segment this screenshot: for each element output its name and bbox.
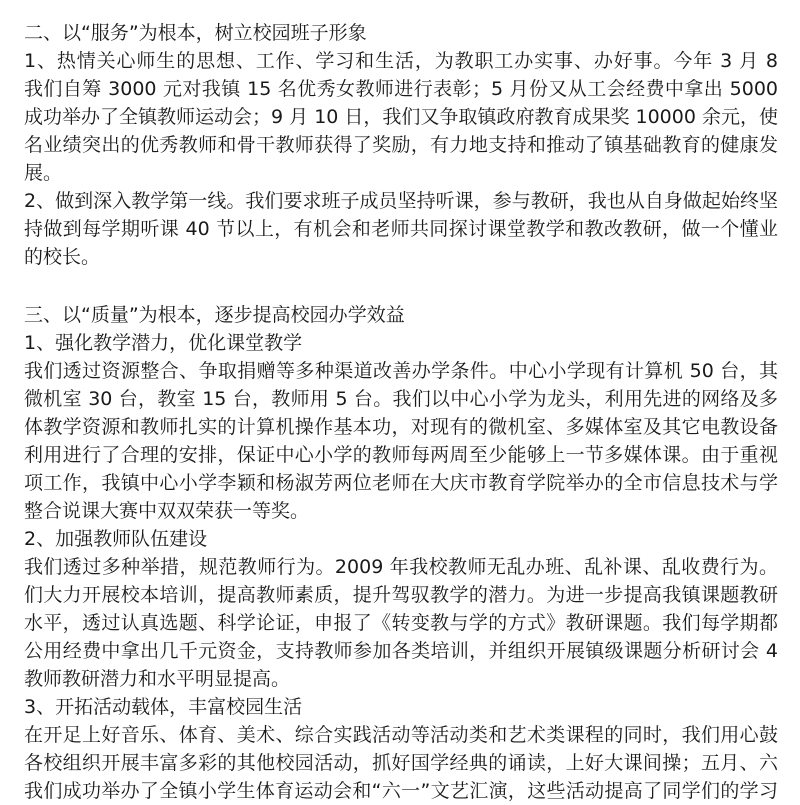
- text-line: 展。: [24, 162, 63, 184]
- text-line: 1、强化教学潜力，优化课堂教学: [24, 332, 303, 354]
- text-line: 教师教研潜力和水平明显提高。: [24, 668, 291, 690]
- text-line: 在开足上好音乐、体育、美术、综合实践活动等活动类和艺术类课程的同时，我们用心鼓: [24, 724, 778, 746]
- blank-line: [24, 271, 778, 301]
- text-line: 利用进行了合理的安排，保证中心小学的教师每两周至少能够上一节多媒体课。由于重视: [24, 444, 778, 466]
- text-line: 2、加强教师队伍建设: [24, 528, 208, 550]
- text-line: 项工作，我镇中心小学李颖和杨淑芳两位老师在大庆市教育学院举办的全市信息技术与学: [24, 472, 778, 494]
- text-line: 成功举办了全镇教师运动会；9 月 10 日，我们又争取镇政府教育成果奖 10000 余元，使: [24, 106, 778, 128]
- text-line: 名业绩突出的优秀教师和骨干教师获得了奖励，有力地支持和推动了镇基础教育的健康发: [24, 134, 778, 156]
- text-line: 公用经费中拿出几千元资金，支持教师参加各类培训，并组织开展镇级课题分析研讨会 4: [24, 640, 778, 662]
- text-line: 我们透过资源整合、争取捐赠等多种渠道改善办学条件。中心小学现有计算机 50 台，其: [24, 360, 778, 382]
- text-line: 我们透过多种举措，规范教师行为。2009 年我校教师无乱办班、乱补课、乱收费行为。: [24, 556, 778, 578]
- text-line: 三、以“质量”为根本，逐步提高校园办学效益: [24, 304, 405, 326]
- text-line: 3、开拓活动载体，丰富校园生活: [24, 696, 303, 718]
- text-line: 各校组织开展丰富多彩的其他校园活动，抓好国学经典的诵读，上好大课间操；五月、六: [24, 752, 778, 774]
- document-body: [24, 19, 778, 805]
- text-line: 整合说课大赛中双双荣获一等奖。: [24, 500, 310, 522]
- text-line: 二、以“服务”为根本，树立校园班子形象: [24, 22, 367, 44]
- text-line: 2、做到深入教学第一线。我们要求班子成员坚持听课，参与教研，我也从自身做起始终坚: [24, 190, 778, 212]
- text-line: 体教学资源和教师扎实的计算机操作基本功，对现有的微机室、多媒体室及其它电教设备: [24, 416, 778, 438]
- text-line: 微机室 30 台，教室 15 台，教师用 5 台。我们以中心小学为龙头，利用先进的网络及多: [24, 388, 778, 410]
- text-line: 1、热情关心师生的思想、工作、学习和生活，为教职工办实事、办好事。今年 3 月 8: [24, 50, 778, 72]
- text-line: 我们成功举办了全镇小学生体育运动会和“六一”文艺汇演，这些活动提高了同学们的学习: [24, 780, 778, 802]
- text-line: 的校长。: [24, 246, 101, 268]
- text-line: 持做到每学期听课 40 节以上，有机会和老师共同探讨课堂教学和教改教研，做一个懂业: [24, 218, 778, 240]
- text-line: 们大力开展校本培训，提高教师素质，提升驾驭教学的潜力。为进一步提高我镇课题教研: [24, 584, 778, 606]
- text-line: 我们自筹 3000 元对我镇 15 名优秀女教师进行表彰；5 月份又从工会经费中拿出 5000: [24, 78, 778, 100]
- text-line: 水平，透过认真选题、科学论证，申报了《转变教与学的方式》教研课题。我们每学期都: [24, 612, 778, 634]
